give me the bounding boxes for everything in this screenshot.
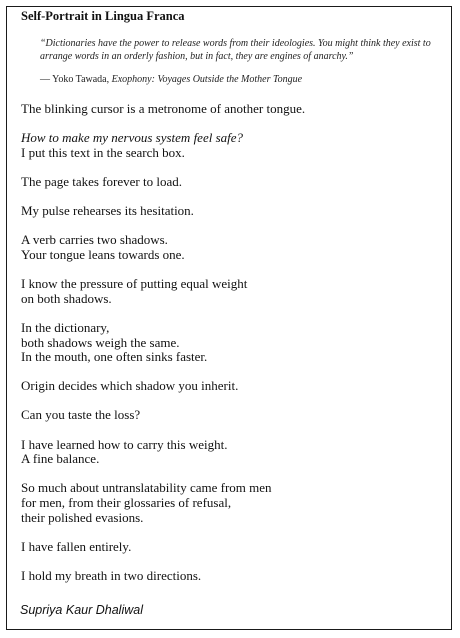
poem-line: both shadows weigh the same. [21, 334, 180, 350]
stanza [21, 438, 441, 467]
poem-line: on both shadows. [21, 290, 112, 306]
poem-body [21, 102, 441, 584]
poem-line: In the dictionary, [21, 319, 110, 335]
poem-line: Your tongue leans towards one. [21, 246, 185, 262]
poem-line: I know the pressure of putting equal weight [21, 276, 248, 292]
poem-title: Self-Portrait in Lingua Franca [21, 9, 185, 23]
poem-line: The page takes forever to load. [21, 173, 182, 189]
stanza [21, 481, 441, 525]
stanza [21, 408, 441, 423]
poem-line: Can you taste the loss? [21, 407, 141, 423]
epigraph [40, 37, 440, 63]
stanza [21, 277, 441, 306]
stanza [21, 321, 441, 365]
stanza [21, 569, 441, 584]
stanza [21, 131, 441, 160]
poem-line: So much about untranslatability came from men [21, 480, 272, 496]
poem-line: My pulse rehearses its hesitation. [21, 203, 194, 219]
poem-line: Origin decides which shadow you inherit. [21, 378, 239, 394]
poem-line: I have learned how to carry this weight. [21, 436, 228, 452]
poem-line: A verb carries two shadows. [21, 232, 168, 248]
attribution-author: — Yoko Tawada, [40, 74, 112, 85]
poem-line: their polished evasions. [21, 509, 144, 525]
stanza [21, 102, 441, 117]
poem-line: I put this text in the search box. [21, 144, 185, 160]
attribution-book-title: Exophony: Voyages Outside the Mother Tongue [111, 74, 303, 85]
epigraph-quote: “Dictionaries have the power to release words from their ideologies. You might think they exist to arrange words in an orderly fashion, but in fact, they are engines of anarchy.” [40, 38, 431, 62]
poem-line: A fine balance. [21, 451, 100, 467]
stanza [21, 233, 441, 262]
poem-line: I hold my breath in two directions. [21, 568, 202, 583]
poem-line: How to make my nervous system feel safe? [21, 130, 244, 146]
stanza [21, 175, 441, 190]
poem-line: for men, from their glossaries of refusal, [21, 495, 232, 511]
stanza [21, 540, 441, 555]
poem-line: In the mouth, one often sinks faster. [21, 349, 208, 365]
poem-line: The blinking cursor is a metronome of another tongue. [21, 101, 306, 116]
poem-line: I have fallen entirely. [21, 538, 132, 554]
stanza [21, 204, 441, 219]
author-signature: Supriya Kaur Dhaliwal [20, 603, 143, 617]
epigraph-attribution [40, 74, 302, 85]
stanza [21, 379, 441, 394]
